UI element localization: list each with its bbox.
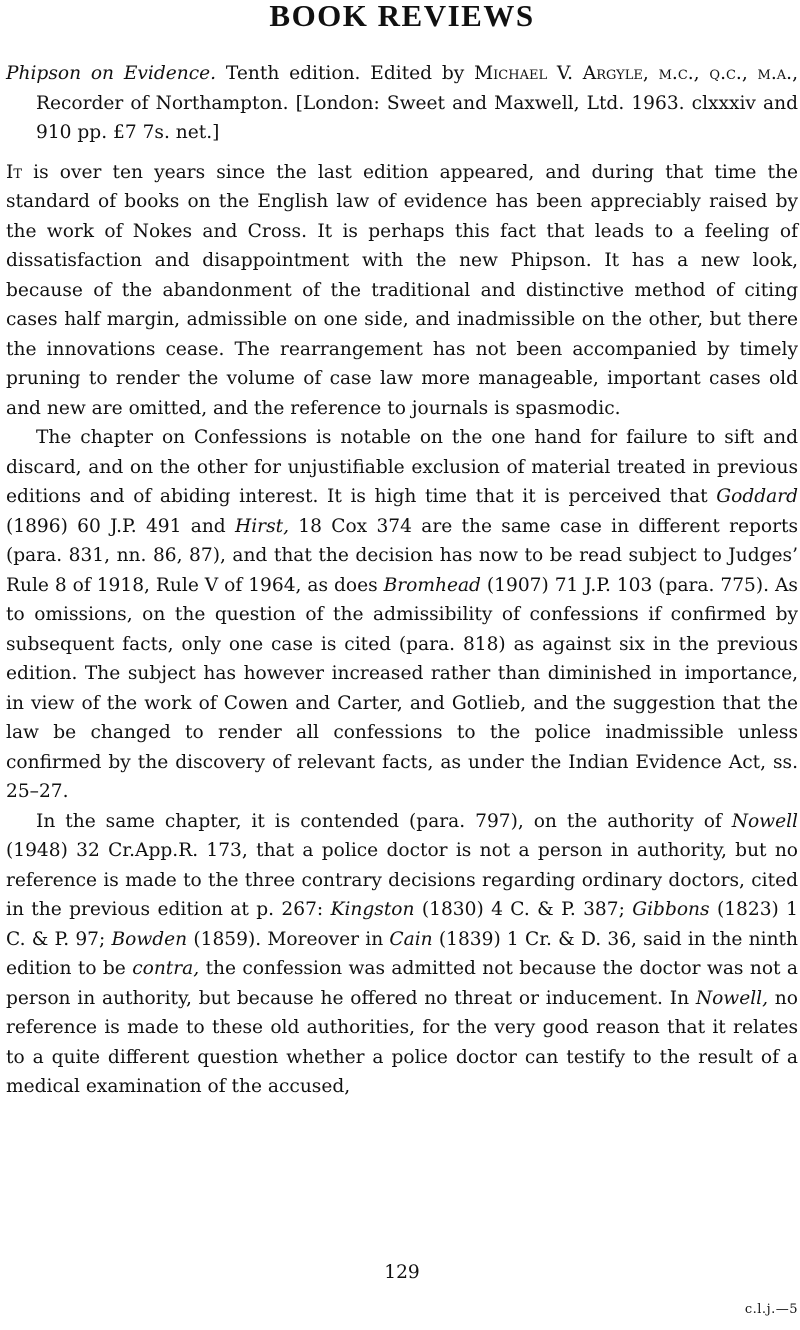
text-run: the confession was admitted not because the doctor was not a person in authority, but because he offered no threat or inducement. In	[6, 958, 798, 1009]
drop-word: It	[6, 161, 23, 183]
text-run: no reference is made to these old authorities, for the very good reason that it relates to a quite different question whether a police doctor can testify to the result of a medical examination of the accused,	[6, 987, 798, 1097]
book-citation	[6, 59, 798, 148]
text-run: (1948) 32 Cr.App.R. 173, that a police doctor is not a person in authority, but no reference is made to the three contrary decisions regarding ordinary doctors, cited in the previous edition at p. 267:	[6, 840, 798, 920]
text-run: (1830) 4 C. & P. 387;	[414, 899, 633, 920]
review-paragraph	[6, 158, 798, 424]
case-name: Goddard	[716, 486, 798, 507]
review-paragraph	[6, 423, 798, 807]
edition-statement: Tenth edition. Edited by	[225, 63, 465, 84]
text-run: is over ten years since the last edition appeared, and during that time the standard of books on the English law of evidence has been appreciably raised by the work of Nokes and Cross. It is perhaps this fact that leads to a feeling of dissatisfaction and disappointment with the new Phipson. It has a new look, because of the abandonment of the traditional and distinctive method of citing cases half margin, admissible on one side, and inadmissible on the other, but there the innovations cease. The rearrangement has not been accompanied by timely pruning to render the volume of case law more manageable, important cases old and new are omitted, and the reference to journals is spasmodic.	[6, 161, 798, 419]
case-name: Kingston	[330, 899, 415, 920]
review-paragraph	[6, 807, 798, 1102]
book-title: Phipson on Evidence.	[6, 63, 217, 84]
text-run: (1839) 1 Cr. & D. 36, said in the ninth edition to be	[6, 928, 798, 979]
publication-details: Recorder of Northampton. [London: Sweet and Maxwell, Ltd. 1963. clxxxiv and 910 pp. £7 7s. net.]	[36, 92, 798, 143]
case-name: contra,	[132, 958, 200, 979]
text-run: In the same chapter, it is contended (para. 797), on the authority of	[36, 810, 732, 832]
case-name: Bromhead	[383, 574, 481, 596]
editor-name: Michael V. Argyle, m.c., q.c., m.a.,	[474, 63, 798, 84]
case-name: Nowell,	[695, 987, 769, 1009]
text-run: (1859). Moreover in	[187, 928, 390, 950]
signature-mark: c.l.j.—5	[744, 1302, 798, 1317]
text-run: 18 Cox 374 are the same case in different reports (para. 831, nn. 86, 87), and that the decision has now to be read subject to Judges’ Rule 8 of 1918, Rule V of 1964, as does	[6, 515, 798, 596]
text-run: (1907) 71 J.P. 103 (para. 775). As to omissions, on the question of the admissibility of confessions if confirmed by subsequent facts, only one case is cited (para. 818) as against six in the previous edition. The subject has however increased rather than diminished in importance, in view of the work of Cowen and Carter, and Gotlieb, and the suggestion that the law be changed to render all confessions to the police inadmissible unless confirmed by the discovery of relevant facts, as under the Indian Evidence Act, ss. 25–27.	[6, 574, 798, 802]
case-name: Hirst,	[235, 515, 289, 537]
page-number: 129	[384, 1262, 420, 1283]
text-run: The chapter on Confessions is notable on the one hand for failure to sift and discard, and on the other for unjustifiable exclusion of material treated in previous editions and of abiding interest. It is high time that it is perceived that	[6, 427, 798, 507]
page	[6, 0, 798, 1330]
case-name: Bowden	[111, 928, 188, 950]
case-name: Gibbons	[632, 899, 710, 920]
text-run: (1823) 1 C. & P. 97;	[6, 899, 798, 950]
case-name: Cain	[389, 928, 433, 950]
case-name: Nowell	[731, 810, 798, 832]
text-run: (1896) 60 J.P. 491 and	[6, 515, 236, 537]
running-head: BOOK REVIEWS	[269, 0, 535, 32]
review-body	[6, 158, 798, 1102]
